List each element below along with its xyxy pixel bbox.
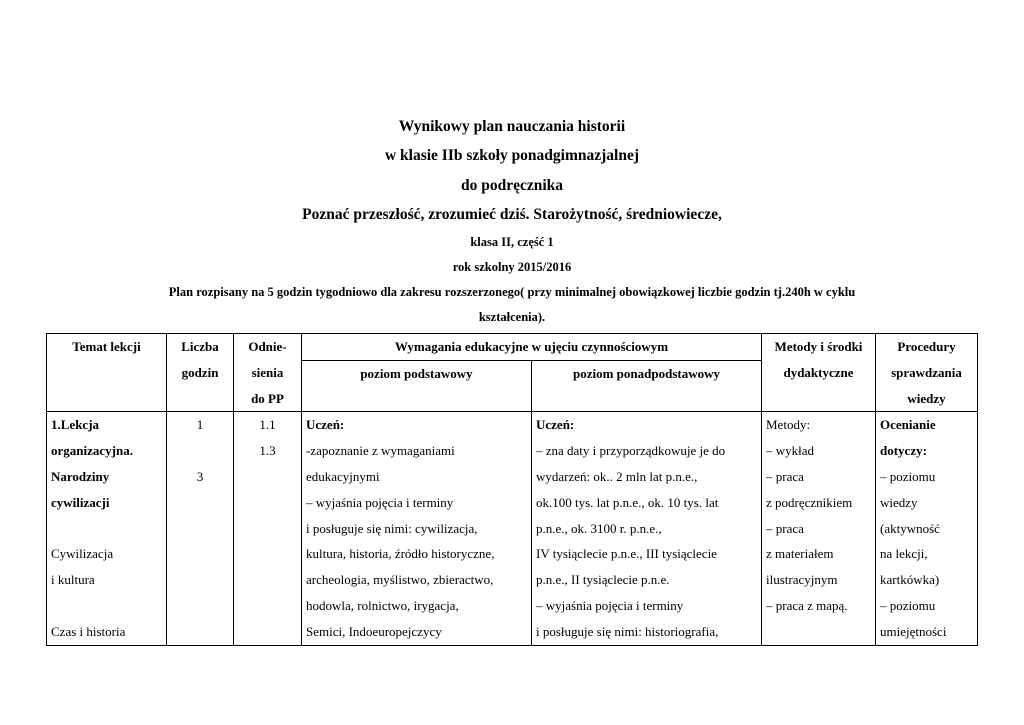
school-year-line: rok szkolny 2015/2016 bbox=[452, 260, 572, 274]
header-odniesienia: Odnie- sienia do PP bbox=[234, 334, 302, 412]
cell-liczba-godzin: 1 3 bbox=[167, 412, 234, 645]
title-line-2: w klasie IIb szkoły ponadgimnazjalnej bbox=[384, 147, 640, 164]
title-line-1: Wynikowy plan nauczania historii bbox=[398, 118, 626, 135]
plan-description-line-1: Plan rozpisany na 5 godzin tygodniowo dla zakresu rozszerzonego( przy minimalnej obowiązkowej liczbie godzin tj.240h w cyklu bbox=[168, 285, 856, 299]
title-line-4: Poznać przeszłość, zrozumieć dziś. Starożytność, średniowiecze, bbox=[302, 206, 722, 223]
class-line: klasa II, część 1 bbox=[470, 235, 554, 249]
cell-metody: Metody: – wykład – praca z podręcznikiem – praca z materiałem ilustracyjnym – praca z mapą. bbox=[762, 412, 876, 645]
teaching-plan-table bbox=[46, 333, 978, 646]
cell-odniesienia: 1.1 1.3 bbox=[234, 412, 302, 645]
title-line-3: do podręcznika bbox=[460, 177, 564, 194]
cell-poziom-podstawowy: Uczeń: -zapoznanie z wymaganiami edukacyjnymi – wyjaśnia pojęcia i terminy i posługuje się nimi: cywilizacja, kultura, historia, źródło historyczne, archeologia, myślistwo, zbieractwo, hodowla, rolnictwo, irygacja, Semici, Indoeuropejczycy bbox=[302, 412, 532, 645]
cell-poziom-ponadpodstawowy: Uczeń: – zna daty i przyporządkowuje je do wydarzeń: ok.. 2 mln lat p.n.e., ok.100 tys. lat p.n.e., ok. 10 tys. lat p.n.e., ok. 3100 r. p.n.e., IV tysiąclecie p.n.e., III tysiąclecie p.n.e., II tysiąclecie p.n.e. – wyjaśnia pojęcia i terminy i posługuje się nimi: historiografia, bbox=[532, 412, 762, 645]
header-poziom-podstawowy: poziom podstawowy bbox=[302, 361, 532, 412]
header-poziom-ponadpodstawowy: poziom ponadpodstawowy bbox=[532, 361, 762, 412]
cell-temat: 1.Lekcja organizacyjna. Narodziny cywilizacji Cywilizacja i kultura Czas i historia bbox=[47, 412, 167, 645]
header-temat-lekcji: Temat lekcji bbox=[47, 334, 167, 412]
header-liczba-godzin: Liczba godzin bbox=[167, 334, 234, 412]
header-wymagania: Wymagania edukacyjne w ujęciu czynnościowym bbox=[302, 334, 762, 361]
header-metody: Metody i środki dydaktyczne bbox=[762, 334, 876, 412]
header-procedury: Procedury sprawdzania wiedzy bbox=[876, 334, 978, 412]
table-row bbox=[47, 412, 978, 645]
plan-description-line-2: kształcenia). bbox=[478, 310, 546, 324]
cell-procedury: Ocenianie dotyczy: – poziomu wiedzy (aktywność na lekcji, kartkówka) – poziomu umiejętności bbox=[876, 412, 978, 645]
